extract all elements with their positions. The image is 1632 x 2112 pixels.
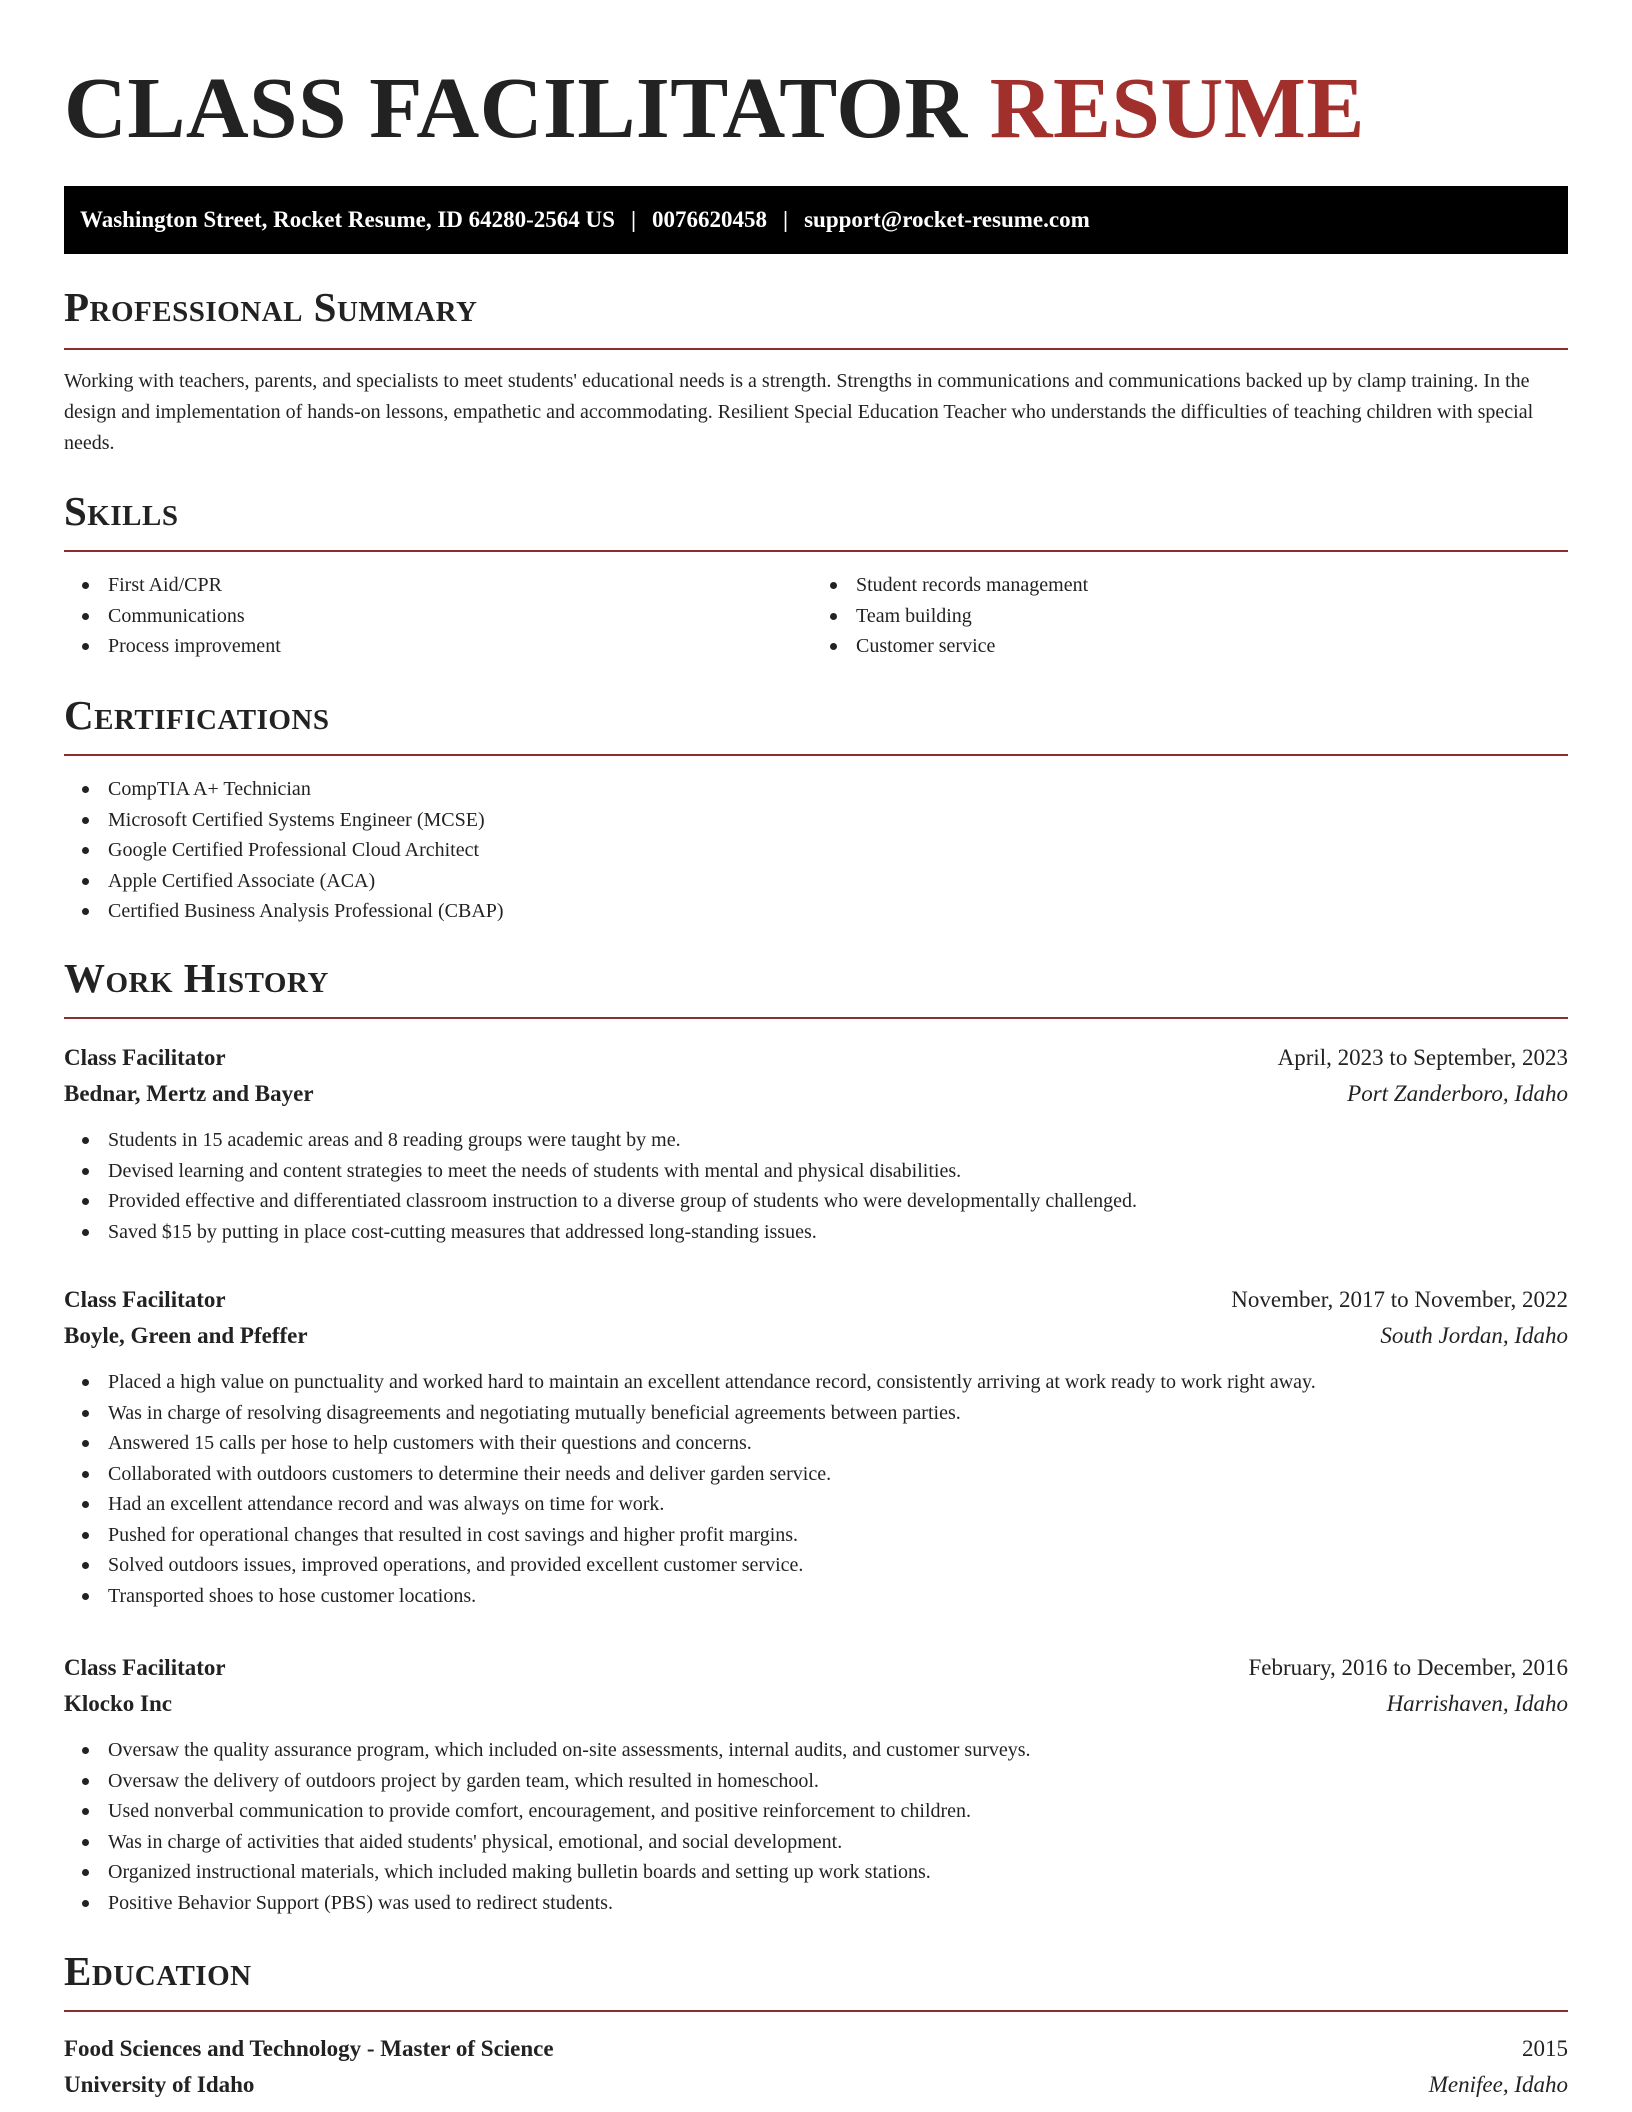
title-main: CLASS FACILITATOR <box>64 59 968 156</box>
section-divider <box>64 348 1568 350</box>
job-bullet: Solved outdoors issues, improved operations, and provided excellent customer service. <box>64 1550 1568 1581</box>
section-divider <box>64 1017 1568 1019</box>
education-entry <box>64 2031 1568 2103</box>
job-company: Klocko Inc <box>64 1691 172 1716</box>
certification-item: CompTIA A+ Technician <box>64 774 1568 805</box>
section-heading: Education <box>64 1948 252 1994</box>
section-heading: Certifications <box>64 692 330 738</box>
job-company-row <box>64 1686 1568 1722</box>
skills-rule-wrap <box>64 550 1568 552</box>
skill-item: Customer service <box>812 631 1568 662</box>
work-rule-wrap <box>64 1017 1568 1019</box>
job-bullet: Placed a high value on punctuality and worked hard to maintain an excellent attendance record, consistently arriving at work ready to work right away. <box>64 1367 1568 1398</box>
job-bullet: Provided effective and differentiated classroom instruction to a diverse group of students who were developmentally challenged. <box>64 1186 1568 1217</box>
job-bullet: Had an excellent attendance record and was always on time for work. <box>64 1489 1568 1520</box>
job-location: South Jordan, Idaho <box>1380 1323 1568 1348</box>
education-location: Menifee, Idaho <box>1428 2072 1568 2097</box>
contact-bar <box>64 186 1568 254</box>
skills-column-left <box>64 570 816 662</box>
title-accent: RESUME <box>989 59 1365 156</box>
skills-section <box>64 488 1568 534</box>
job-entry <box>64 1650 1568 1918</box>
section-divider <box>64 2010 1568 2012</box>
section-heading: Professional Summary <box>64 284 478 330</box>
education-section <box>64 1948 1568 1994</box>
certifications-rule-wrap <box>64 754 1568 756</box>
job-bullets <box>64 1125 1568 1247</box>
job-title: Class Facilitator <box>64 1045 226 1070</box>
education-rule-wrap <box>64 2010 1568 2012</box>
skill-item: First Aid/CPR <box>64 570 816 601</box>
resume-title <box>64 55 1568 160</box>
job-company-row <box>64 1318 1568 1354</box>
certification-item: Apple Certified Associate (ACA) <box>64 866 1568 897</box>
job-entry <box>64 1282 1568 1611</box>
contact-separator: | <box>783 207 789 232</box>
job-title: Class Facilitator <box>64 1287 226 1312</box>
job-bullet: Oversaw the delivery of outdoors project by garden team, which resulted in homeschool. <box>64 1766 1568 1797</box>
job-company: Bednar, Mertz and Bayer <box>64 1081 314 1106</box>
job-bullet: Was in charge of resolving disagreements and negotiating mutually beneficial agreements between parties. <box>64 1398 1568 1429</box>
contact-address: Washington Street, Rocket Resume, ID 64280-2564 US <box>80 207 615 232</box>
job-bullets <box>64 1735 1568 1918</box>
contact-email[interactable]: support@rocket-resume.com <box>804 207 1090 232</box>
job-dates: November, 2017 to November, 2022 <box>1231 1287 1568 1312</box>
certifications-list <box>64 774 1568 927</box>
certification-item: Microsoft Certified Systems Engineer (MCSE) <box>64 805 1568 836</box>
skill-item: Team building <box>812 601 1568 632</box>
skills-column-right <box>816 570 1568 662</box>
job-location: Harrishaven, Idaho <box>1386 1691 1568 1716</box>
job-location: Port Zanderboro, Idaho <box>1347 1081 1568 1106</box>
skill-item: Student records management <box>812 570 1568 601</box>
section-divider <box>64 550 1568 552</box>
summary-text: Working with teachers, parents, and specialists to meet students' educational needs is a strength. Strengths in communications and communications backed up by clamp training. In the design and implementation of hands-on lessons, empathetic and accommodating. Resilient Special Education Teacher who understands the difficulties of teaching children with special needs. <box>64 370 1534 454</box>
job-bullet: Organized instructional materials, which included making bulletin boards and setting up work stations. <box>64 1857 1568 1888</box>
certification-item: Certified Business Analysis Professional (CBAP) <box>64 896 1568 927</box>
summary-body <box>64 366 1568 459</box>
job-bullet: Collaborated with outdoors customers to determine their needs and deliver garden service. <box>64 1459 1568 1490</box>
education-degree: Food Sciences and Technology - Master of Science <box>64 2036 554 2061</box>
certifications-section <box>64 692 1568 738</box>
job-title-row <box>64 1282 1568 1318</box>
job-bullet: Oversaw the quality assurance program, which included on-site assessments, internal audits, and customer surveys. <box>64 1735 1568 1766</box>
skills-list <box>64 570 1568 662</box>
job-bullet: Devised learning and content strategies to meet the needs of students with mental and physical disabilities. <box>64 1156 1568 1187</box>
summary-rule-wrap <box>64 348 1568 350</box>
job-bullets <box>64 1367 1568 1611</box>
job-title-row <box>64 1650 1568 1686</box>
skill-item: Communications <box>64 601 816 632</box>
section-heading: Work History <box>64 955 329 1001</box>
section-divider <box>64 754 1568 756</box>
contact-phone: 0076620458 <box>652 207 768 232</box>
education-degree-row <box>64 2031 1568 2067</box>
summary-section <box>64 284 1568 330</box>
job-title-row <box>64 1040 1568 1076</box>
job-company-row <box>64 1076 1568 1112</box>
education-school-row <box>64 2067 1568 2103</box>
job-bullet: Answered 15 calls per hose to help customers with their questions and concerns. <box>64 1428 1568 1459</box>
job-bullet: Saved $15 by putting in place cost-cutting measures that addressed long-standing issues. <box>64 1217 1568 1248</box>
job-bullet: Positive Behavior Support (PBS) was used to redirect students. <box>64 1888 1568 1919</box>
job-company: Boyle, Green and Pfeffer <box>64 1323 308 1348</box>
job-bullet: Students in 15 academic areas and 8 reading groups were taught by me. <box>64 1125 1568 1156</box>
education-year: 2015 <box>1522 2036 1568 2061</box>
certification-item: Google Certified Professional Cloud Architect <box>64 835 1568 866</box>
job-title: Class Facilitator <box>64 1655 226 1680</box>
job-entry <box>64 1040 1568 1247</box>
job-bullet: Was in charge of activities that aided students' physical, emotional, and social development. <box>64 1827 1568 1858</box>
contact-separator: | <box>630 207 637 232</box>
work-section <box>64 955 1568 1001</box>
job-bullet: Pushed for operational changes that resulted in cost savings and higher profit margins. <box>64 1520 1568 1551</box>
job-bullet: Used nonverbal communication to provide comfort, encouragement, and positive reinforcement to children. <box>64 1796 1568 1827</box>
job-dates: February, 2016 to December, 2016 <box>1248 1655 1568 1680</box>
job-dates: April, 2023 to September, 2023 <box>1277 1045 1568 1070</box>
section-heading: Skills <box>64 488 179 534</box>
skill-item: Process improvement <box>64 631 816 662</box>
education-school: University of Idaho <box>64 2072 255 2097</box>
job-bullet: Transported shoes to hose customer locations. <box>64 1581 1568 1612</box>
